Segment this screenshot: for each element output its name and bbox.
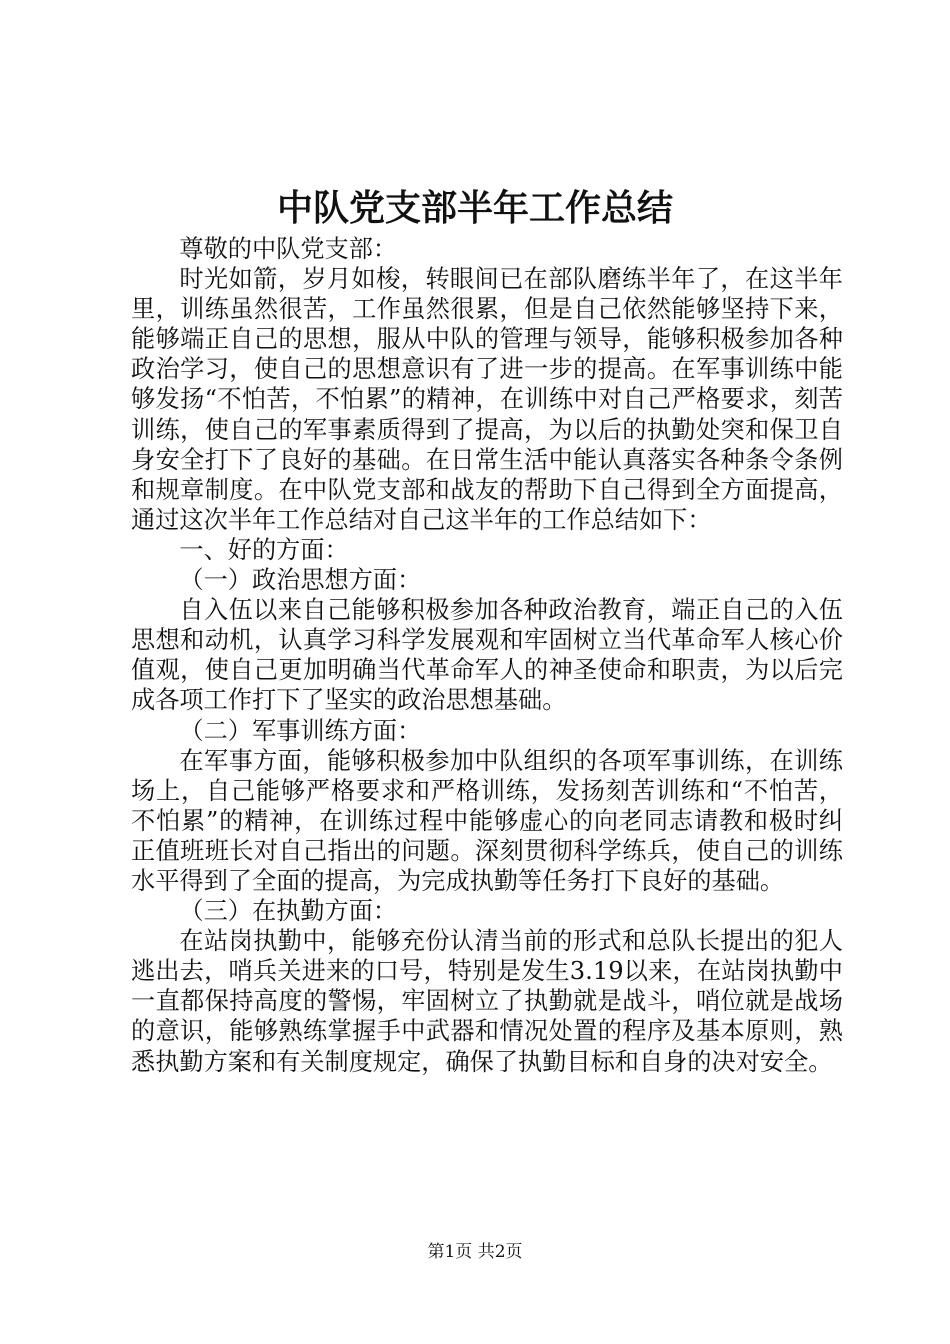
subsection-heading-military: （二）军事训练方面： bbox=[179, 716, 422, 745]
intro-paragraph: 时光如箭，岁月如梭，转眼间已在部队磨练半年了，在这半年里，训练虽然很苦，工作虽然很累，但是自己依然能够坚持下来，能够端正自己的思想，服从中队的管理与领导，能够积极参加各种政治学习，使自己的思想意识有了进一步的提高。在军事训练中能够发扬“不怕苦，不怕累”的精神，在训练中对自己严格要求，刻苦训练，使自己的军事素质得到了提高，为以后的执勤处突和保卫自身安全打下了良好的基础。在日常生活中能认真落实各种条令条例和规章制度。在中队党支部和战友的帮助下自己得到全方面提高，通过这次半年工作总结对自己这半年的工作总结如下： bbox=[131, 265, 843, 534]
duty-paragraph: 在站岗执勤中，能够充份认清当前的形式和总队长提出的犯人逃出去，哨兵关进来的口号，特别是发生3.19以来，在站岗执勤中一直都保持高度的警惕，牢固树立了执勤就是战斗，哨位就是战场的意识，能够熟练掌握手中武器和情况处置的程序及基本原则，熟悉执勤方案和有关制度规定，确保了执勤目标和自身的决对安全。 bbox=[131, 927, 843, 1076]
subsection-heading-duty: （三）在执勤方面： bbox=[179, 897, 398, 926]
page-footer: 第1页 共2页 bbox=[427, 1242, 523, 1262]
political-paragraph: 自入伍以来自己能够积极参加各种政治教育，端正自己的入伍思想和动机，认真学习科学发展观和牢固树立当代革命军人核心价值观，使自己更加明确当代革命军人的神圣使命和职责，为以后完成各项工作打下了坚实的政治思想基础。 bbox=[131, 596, 843, 715]
subsection-heading-political: （一）政治思想方面： bbox=[179, 566, 422, 595]
section-heading-good-aspects: 一、好的方面： bbox=[179, 535, 349, 564]
salutation: 尊敬的中队党支部： bbox=[179, 235, 398, 263]
document-title: 中队党支部半年工作总结 bbox=[276, 187, 673, 229]
military-paragraph: 在军事方面，能够积极参加中队组织的各项军事训练，在训练场上，自己能够严格要求和严格训练，发扬刻苦训练和“不怕苦，不怕累”的精神，在训练过程中能够虚心的向老同志请教和极时纠正值班班长对自己指出的问题。深刻贯彻科学练兵，使自己的训练水平得到了全面的提高，为完成执勤等任务打下良好的基础。 bbox=[131, 746, 843, 895]
document-body bbox=[131, 234, 843, 1077]
